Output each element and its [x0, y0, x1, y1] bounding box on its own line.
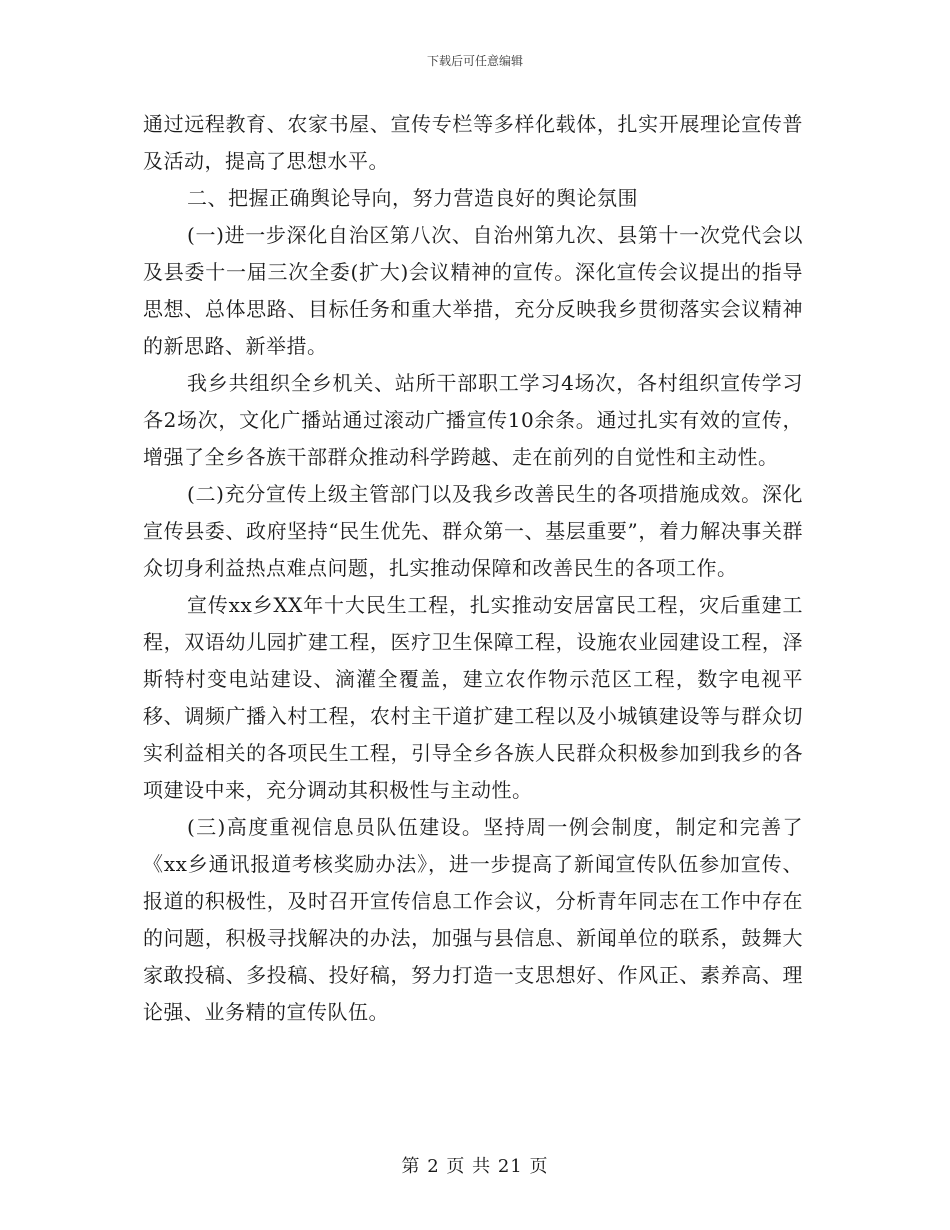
paragraph-continuation: 通过远程教育、农家书屋、宣传专栏等多样化载体，扎实开展理论宣传普及活动，提高了思想水平。 — [143, 112, 803, 173]
section-heading: 二、把握正确舆论导向，努力营造良好的舆论氛围 — [187, 186, 638, 210]
paragraph: (一)进一步深化自治区第八次、自治州第九次、县第十一次党代会以及县委十一届三次全委(扩大)会议精神的宣传。深化宣传会议提出的指导思想、总体思路、目标任务和重大举措，充分反映我乡贯彻落实会议精神的新思路、新举措。 — [143, 223, 803, 358]
paragraph: 宣传xx乡XX年十大民生工程，扎实推动安居富民工程，灾后重建工程，双语幼儿园扩建工程，医疗卫生保障工程，设施农业园建设工程，泽斯特村变电站建设、滴灌全覆盖，建立农作物示范区工程，数字电视平移、调频广播入村工程，农村主干道扩建工程以及小城镇建设等与群众切实利益相关的各项民生工程，引导全乡各族人民群众积极参加到我乡的各项建设中来，充分调动其积极性与主动性。 — [143, 593, 803, 802]
page-number-footer: 第 2 页 共 21 页 — [401, 1156, 549, 1177]
paragraph: (三)高度重视信息员队伍建设。坚持周一例会制度，制定和完善了《xx乡通讯报道考核奖励办法》，进一步提高了新闻宣传队伍参加宣传、报道的积极性，及时召开宣传信息工作会议，分析青年同志在工作中存在的问题，积极寻找解决的办法，加强与县信息、新闻单位的联系，鼓舞大家敢投稿、多投稿、投好稿，努力打造一支思想好、作风正、素养高、理论强、业务精的宣传队伍。 — [143, 815, 803, 1024]
paragraph: (二)充分宣传上级主管部门以及我乡改善民生的各项措施成效。深化宣传县委、政府坚持“民生优先、群众第一、基层重要”，着力解决事关群众切身利益热点难点问题，扎实推动保障和改善民生的各项工作。 — [143, 482, 803, 580]
paragraph: 我乡共组织全乡机关、站所干部职工学习4场次，各村组织宣传学习各2场次，文化广播站通过滚动广播宣传10余条。通过扎实有效的宣传，增强了全乡各族干部群众推动科学跨越、走在前列的自觉性和主动性。 — [143, 371, 803, 469]
page-header: 下载后可任意编辑 — [426, 54, 523, 68]
document-body — [143, 106, 803, 1031]
